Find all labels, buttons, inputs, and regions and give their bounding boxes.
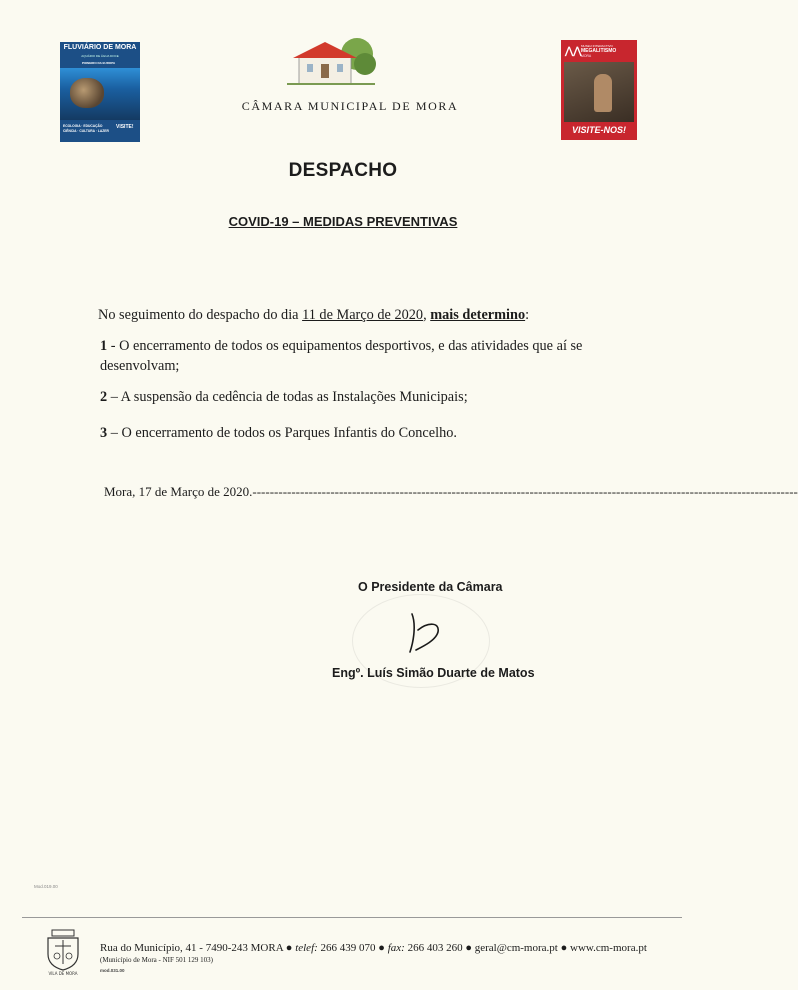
signatory-role: O Presidente da Câmara: [358, 580, 503, 594]
signatory-name: Engº. Luís Simão Duarte de Matos: [332, 666, 535, 680]
subtitle-text: COVID-19 – MEDIDAS PREVENTIVAS: [228, 214, 458, 229]
item-sep: –: [107, 425, 122, 441]
fluviario-badge: [60, 42, 140, 142]
intro-date: 11 de Março de 2020: [302, 307, 424, 323]
intro-paragraph: [98, 307, 529, 324]
intro-prefix: No seguimento do despacho do dia: [98, 307, 303, 323]
item-number: 2: [100, 389, 108, 405]
list-item: [100, 336, 620, 376]
bullet-icon: ●: [378, 942, 385, 954]
telef-label: telef:: [295, 942, 318, 954]
fluviario-cta: VISITE!: [116, 124, 134, 130]
item-text: A suspensão da cedência de todas as Instalações Municipais;: [120, 389, 468, 405]
museu-line3: MORA: [581, 54, 592, 58]
web-link[interactable]: www.cm-mora.pt: [570, 942, 647, 954]
item-sep: -: [107, 338, 120, 354]
form-reference-top: Mod.019.00: [34, 884, 58, 889]
bullet-icon: ●: [465, 942, 472, 954]
museu-line1: MUSEU INTERACTIVO: [581, 44, 613, 48]
crest-caption: VILA DE MORA: [48, 971, 78, 976]
fax-value: 266 403 260: [407, 942, 463, 954]
bullet-icon: ●: [560, 942, 568, 954]
bullet-icon: ●: [285, 942, 293, 954]
item-number: 3: [100, 425, 108, 441]
intro-suffix: :: [525, 307, 530, 323]
list-item: [100, 387, 620, 407]
item-text: O encerramento de todos os Parques Infantis do Concelho.: [121, 425, 457, 441]
footer-divider: [22, 917, 682, 918]
date-line: [104, 484, 798, 500]
museu-cta: VISITE-NOS!: [571, 125, 626, 135]
town-hall-emblem: [287, 32, 375, 92]
document-title: DESPACHO: [288, 160, 398, 181]
museu-line2: MEGALITISMO: [581, 48, 617, 54]
caveman-photo: [564, 62, 634, 122]
address-text: Rua do Município, 41 - 7490-243 MORA: [100, 942, 284, 954]
fluviario-tagline: PIONEIRO DA EUROPA: [82, 61, 116, 65]
municipal-crest-icon: [40, 928, 86, 976]
fluviario-title: FLUVIÁRIO DE MORA: [63, 44, 137, 51]
email-link[interactable]: geral@cm-mora.pt: [474, 942, 558, 954]
footer-address: [100, 942, 647, 954]
form-reference-bottom: mod.031.00: [100, 968, 125, 973]
museu-logo-icon: ⋀⋀: [565, 46, 582, 57]
fluviario-subtitle: AQUÁRIO DE ÁGUA DOCE: [81, 54, 119, 58]
date-text: Mora, 17 de Março de 2020.: [104, 484, 253, 499]
intro-emphasis: mais determino: [430, 307, 526, 323]
handwritten-signature: [398, 600, 458, 660]
list-item: [100, 423, 620, 443]
council-name: CÂMARA MUNICIPAL DE MORA: [241, 99, 459, 113]
telef-value: 266 439 070: [320, 942, 376, 954]
footer-nif: (Município de Mora - NIF 501 129 103): [100, 956, 213, 964]
museu-badge: [561, 40, 637, 140]
fax-label: fax:: [387, 942, 405, 954]
intro-sep: ,: [423, 307, 431, 323]
document-subtitle: [0, 214, 686, 229]
item-number: 1: [100, 338, 108, 354]
fluviario-themes: ECOLOGIA · EDUCAÇÃO CIÊNCIA · CULTURA · LAZER: [63, 124, 109, 133]
date-fill: ------------------------------------------------------------------------------------------------------------------------------: [252, 484, 798, 499]
item-text: O encerramento de todos os equipamentos desportivos, e das atividades que aí se desenvolvam;: [100, 338, 583, 374]
item-sep: –: [107, 389, 121, 405]
